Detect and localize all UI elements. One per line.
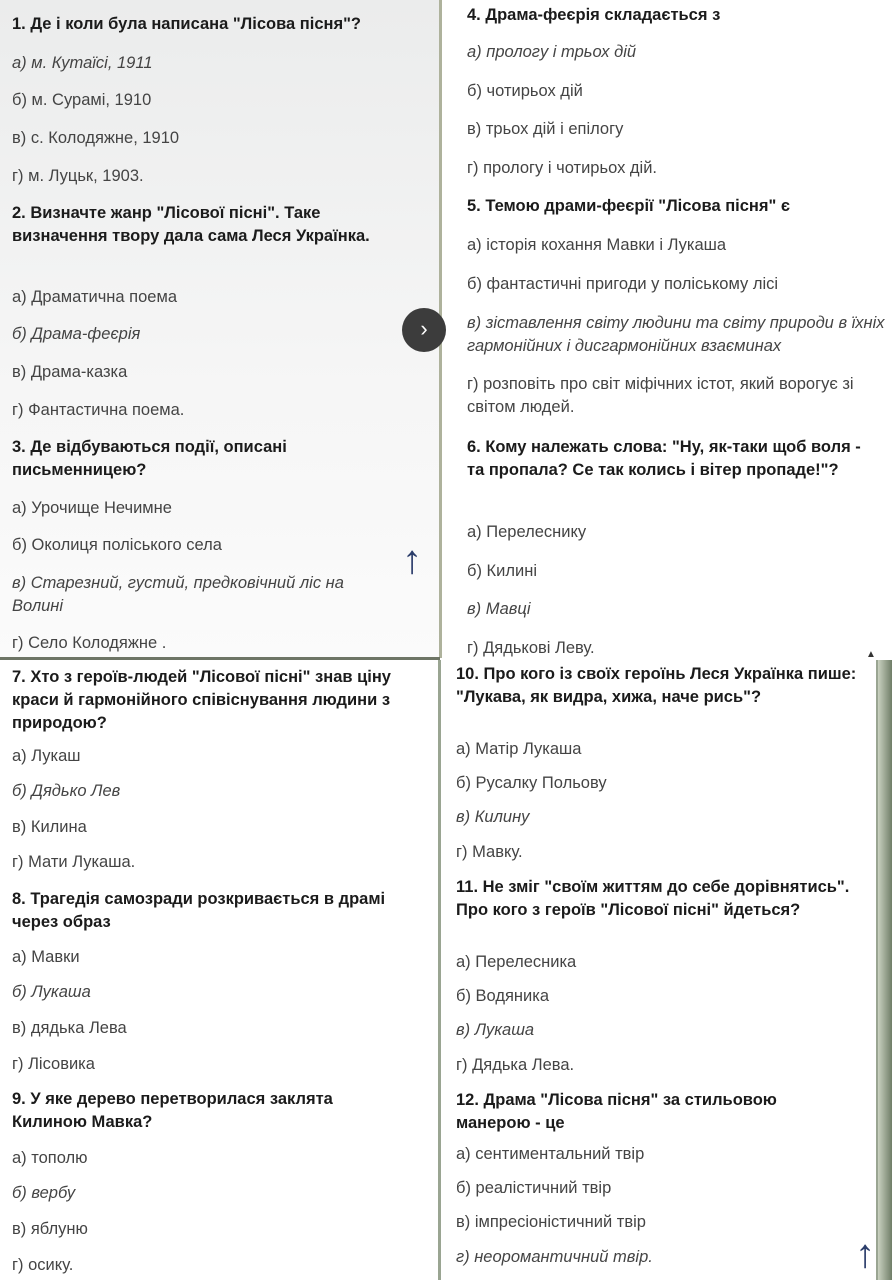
option-2b[interactable]: б) Драма-феєрія [12,325,141,343]
option-1b[interactable]: б) м. Сурамі, 1910 [12,91,152,109]
quiz-panel-top-right [446,0,892,658]
question-12: 12. Драма "Лісова пісня" за стильовою манерою - це [456,1091,777,1132]
option-1c[interactable]: в) с. Колодяжне, 1910 [12,129,180,147]
option-9c[interactable]: в) яблуню [12,1220,88,1238]
option-11d[interactable]: г) Дядька Лева. [456,1056,575,1074]
question-9: 9. У яке дерево перетворилася заклята Килиною Мавка? [12,1090,333,1131]
question-1: 1. Де і коли була написана "Лісова пісня"? [12,15,362,33]
option-10b[interactable]: б) Русалку Польову [456,774,607,792]
option-11c[interactable]: в) Лукаша [456,1021,535,1039]
quiz-panel-top-left [0,0,442,658]
scroll-up-small-icon[interactable]: ▲ [866,649,876,660]
option-5c[interactable]: в) зіставлення світу людини та світу природи в їхніх гармонійних і дисгармонійних взаєминах [467,314,885,355]
option-7c[interactable]: в) Килина [12,818,87,836]
option-8b[interactable]: б) Лукаша [12,983,91,1001]
option-3b[interactable]: б) Околиця поліського села [12,536,222,554]
question-10: 10. Про кого із своїх героїнь Леся Українка пише: "Лукава, як видра, хижа, наче рись"? [456,665,857,706]
option-9a[interactable]: а) тополю [12,1149,88,1167]
option-5a[interactable]: а) історія кохання Мавки і Лукаша [467,236,727,254]
option-4d[interactable]: г) прологу і чотирьох дій. [467,159,657,177]
option-6c[interactable]: в) Мавці [467,600,531,618]
option-12c[interactable]: в) імпресіоністичний твір [456,1213,646,1231]
option-9b[interactable]: б) вербу [12,1184,76,1202]
option-12b[interactable]: б) реалістичний твір [456,1179,612,1197]
option-7b[interactable]: б) Дядько Лев [12,782,121,800]
option-7d[interactable]: г) Мати Лукаша. [12,853,136,871]
option-1d[interactable]: г) м. Луцьк, 1903. [12,167,144,185]
option-2d[interactable]: г) Фантастична поема. [12,401,185,419]
option-4a[interactable]: а) прологу і трьох дій [467,43,637,61]
option-5b[interactable]: б) фантастичні пригоди у поліському лісі [467,275,779,293]
option-11b[interactable]: б) Водяника [456,987,549,1005]
option-8a[interactable]: а) Мавки [12,948,80,966]
option-7a[interactable]: а) Лукаш [12,747,81,765]
option-4b[interactable]: б) чотирьох дій [467,82,583,100]
option-3c[interactable]: в) Старезний, густий, предковічний ліс на Волині [12,574,344,615]
option-10a[interactable]: а) Матір Лукаша [456,740,582,758]
option-8c[interactable]: в) дядька Лева [12,1019,127,1037]
option-8d[interactable]: г) Лісовика [12,1055,95,1073]
option-11a[interactable]: а) Перелесника [456,953,577,971]
option-6d[interactable]: г) Дядькові Леву. [467,639,595,657]
question-6: 6. Кому належать слова: "Ну, як-таки щоб воля - та пропала? Се так колись і вітер пропаде!"? [467,438,861,479]
option-4c[interactable]: в) трьох дій і епілогу [467,120,624,138]
option-10d[interactable]: г) Мавку. [456,843,523,861]
option-2a[interactable]: а) Драматична поема [12,288,177,306]
question-3: 3. Де відбуваються події, описані письменницею? [12,438,287,479]
question-8: 8. Трагедія самозради розкривається в драмі через образ [12,890,386,931]
question-2: 2. Визначте жанр "Лісової пісні". Таке визначення твору дала сама Леся Українка. [12,204,370,245]
option-12d[interactable]: г) неоромантичний твір. [456,1248,653,1266]
question-11: 11. Не зміг "своїм життям до себе дорівнятись". Про кого з героїв "Лісової пісні" йдеться? [456,878,850,919]
next-page-button[interactable]: › [402,308,446,352]
option-3a[interactable]: а) Урочище Нечимне [12,499,172,517]
option-2c[interactable]: в) Драма-казка [12,363,128,381]
option-10c[interactable]: в) Килину [456,808,530,826]
question-7: 7. Хто з героїв-людей "Лісової пісні" знав ціну краси й гармонійного співіснування людини з природою? [12,668,391,732]
quiz-panel-bottom-right [438,660,878,1280]
option-1a[interactable]: а) м. Кутаїсі, 1911 [12,54,153,72]
question-5: 5. Темою драми-феєрії "Лісова пісня" є [467,197,791,215]
option-6b[interactable]: б) Килині [467,562,537,580]
quiz-panel-bottom-left [0,660,442,1280]
screenshot-edge-strip [878,660,892,1280]
option-3d[interactable]: г) Село Колодяжне . [12,634,167,652]
option-9d[interactable]: г) осику. [12,1256,74,1274]
option-12a[interactable]: а) сентиментальний твір [456,1145,645,1163]
scroll-up-arrow-icon-bottom[interactable]: ↑ [855,1232,875,1276]
scroll-up-arrow-icon[interactable]: ↑ [402,538,422,582]
option-5d[interactable]: г) розповіть про світ міфічних істот, який ворогує зі світом людей. [467,375,854,416]
question-4: 4. Драма-феєрія складається з [467,6,721,24]
option-6a[interactable]: а) Перелеснику [467,523,587,541]
